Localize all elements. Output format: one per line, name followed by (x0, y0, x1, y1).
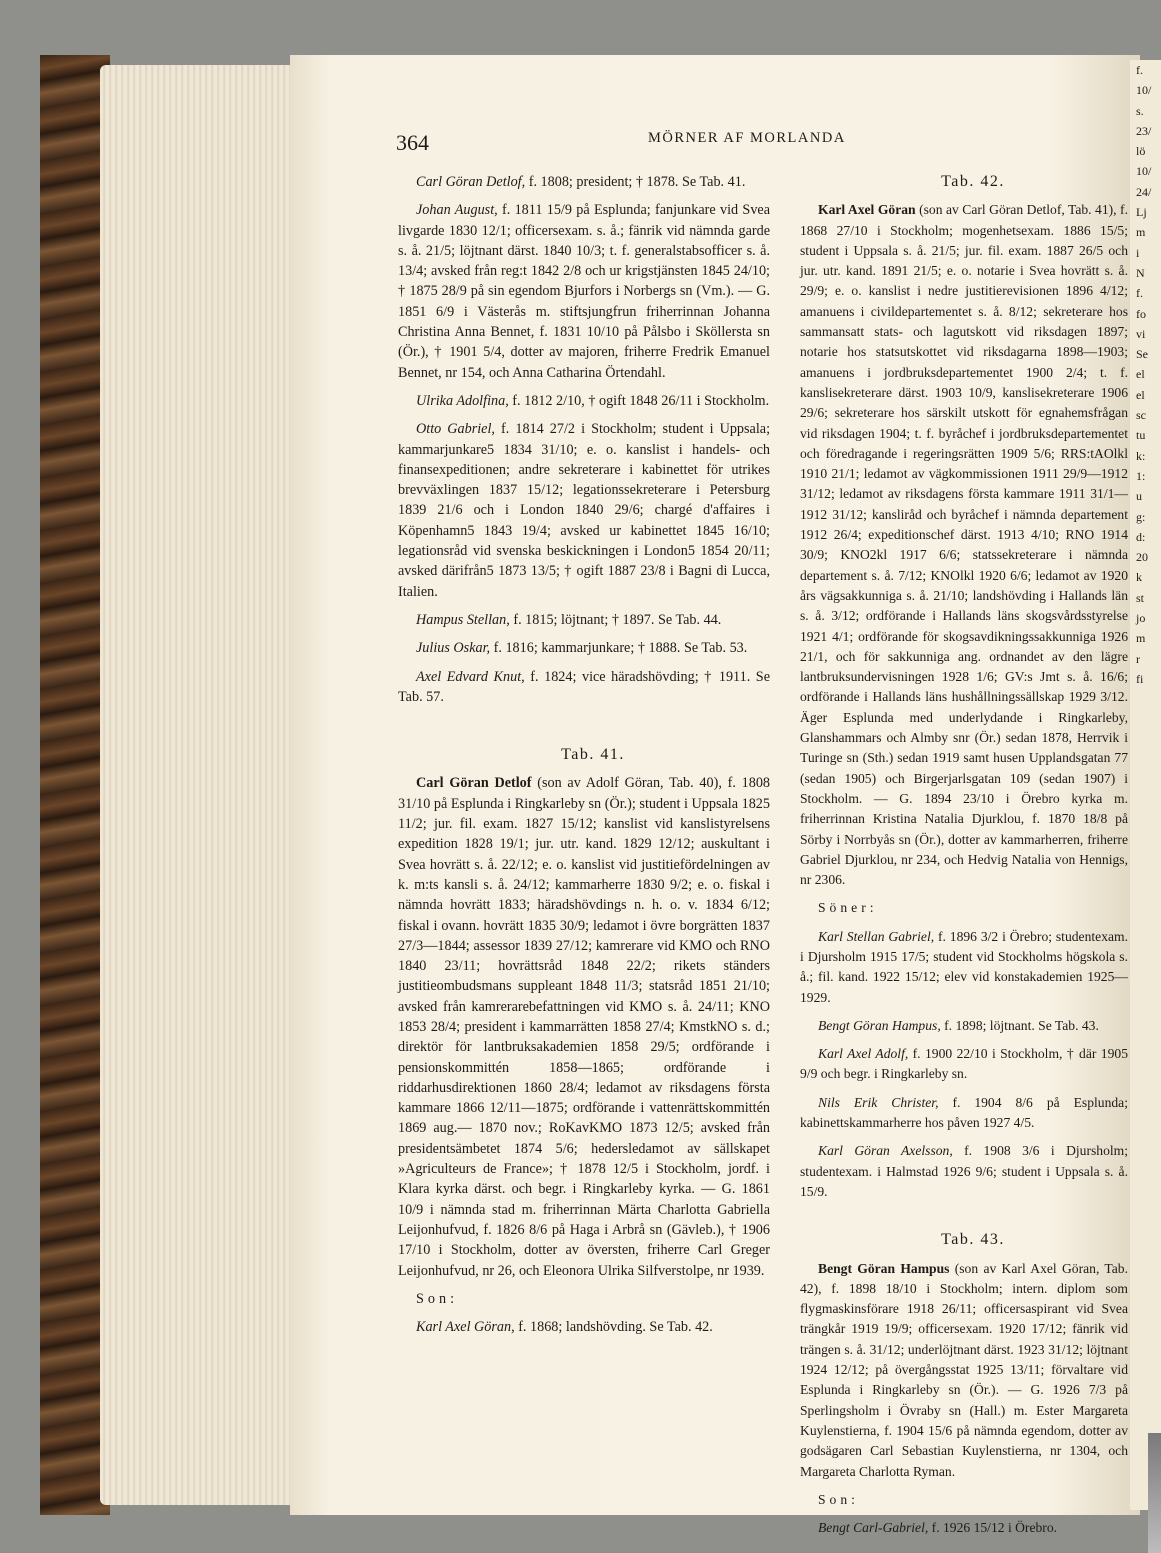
tab-41-name: Carl Göran Detlof (416, 775, 532, 792)
son-text: f. 1904 8/6 på Esplunda; kabinettskammarherre hos påven 1927 4/5. (800, 1094, 1128, 1131)
sibling-entry (398, 667, 770, 708)
sibling-entry (398, 610, 770, 630)
sibling-text: f. 1814 27/2 i Stockholm; student i Uppsala; kammarjunkare5 1834 31/10; e. o. kanslist i handels- och finansexpeditionen; andre sekreterare i kabinettet för utrikes brevväxlingen 1837 15/12; legationssekreterare i Petersburg 1839 21/6 och i London 1840 29/6; chargé d'affaires i Köpenhamn5 1843 19/4; avsked ur kabinettet 1845 16/10; legationsråd vid svenska beskickningen i London5 1854 20/11; avsked därifrån5 1873 13/5; † ogift 1887 23/8 i Bagni di Lucca, Italien. (398, 421, 771, 600)
next-page-line: 10/ (1136, 164, 1152, 179)
sibling-name: Ulrika Adolfina, (416, 392, 509, 409)
next-page-line: k (1136, 570, 1142, 585)
tab-41-text: (son av Adolf Göran, Tab. 40), f. 1808 31/10 på Esplunda i Ringkarleby sn (Ör.); student i Uppsala 1825 11/2; jur. fil. exam. 1827 15/12; kanslist vid kanslistyrelsens expedition 1828 19/1; jur. utr. kand. 1829 12/12; auskultant i Svea hovrätt s. å. 22/12; e. o. kanslist vid justitiefördelningen av k. m:ts kansli s. å. 24/12; kammarherre 1830 9/2; e. o. fiskal i nämnda hovrätt 1833; häradshövdings n. h. o. v. 1834 6/12; fiskal i ovann. hovrätt 1835 30/9; ledamot i övre borgrätten 1837 27/3—1844; assessor 1839 27/12; kamrerare vid KMO och RNO 1840 23/11; hovrättsråd 1848 22/2; rikets ständers justitieombudsmans suppleant 1848 11/3; statsråd 1851 21/10; avsked från kamrerarebefattningen vid KMO s. å. 24/11; KNO 1853 28/4; president i kammarrätten 1858 27/4; KmstkNO s. d.; direktör för lantbruksakademien 1858 29/5; ordförande i pensionskommittén 1858—1865; ordförande i riddarhusdirektionen 1860 28/4; ledamot av riksdagens första kammare 1866 12/11—1875; ordförande i vattenrättskommittén 1869 aug.— 1870 nov.; RoKavKMO 1873 12/5; avsked från presidentsämbetet 1874 5/6; hedersledamot av sällskapet »Agriculteurs de France»; † 1878 12/5 i Stockholm, jordf. i Klara kyrka därst. och begr. i Ringkarleby kyrka. — G. 1861 10/9 i nämnda stad m. friherrinnan Märta Charlotta Gabriella Leijonhufvud, f. 1826 8/6 på Haga i Arbrå sn (Gävleb.), † 1906 17/10 i Stockholm, dotter av översten, friherre Carl Greger Leijonhufvud, nr 26, och Eleonora Ulrika Silfverstolpe, nr 1939. (398, 775, 771, 1279)
next-page-line: fi (1136, 671, 1144, 686)
page-number: 364 (396, 130, 429, 155)
next-page-line: tu (1136, 428, 1146, 443)
next-page-line: 23/ (1136, 123, 1152, 138)
next-page-line: Lj (1136, 205, 1147, 220)
page-header (396, 130, 1126, 160)
next-page-line: Se (1136, 347, 1148, 362)
sibling-entry (398, 391, 770, 411)
next-page-line: s. (1136, 103, 1144, 118)
son-text: f. 1896 3/2 i Örebro; studentexam. i Djursholm 1915 17/5; student vid Stockholms högskola s. å.; fil. kand. 1922 15/12; elev vid konstakademien 1925—1929. (800, 928, 1128, 1005)
tab-43-name: Bengt Göran Hampus (818, 1260, 950, 1276)
running-head: MÖRNER AF MORLANDA (648, 130, 846, 146)
tab-43-entry (800, 1259, 1128, 1482)
sibling-name: Hampus Stellan, (416, 611, 510, 628)
sibling-entry (398, 172, 770, 192)
sibling-entry (398, 419, 770, 602)
next-page-line: sc (1136, 408, 1146, 423)
sibling-text: f. 1808; president; † 1878. Se Tab. 41. (528, 174, 746, 190)
tab-42-name: Karl Axel Göran (818, 202, 916, 218)
tab-43-son-name: Bengt Carl-Gabriel, (818, 1520, 929, 1536)
sibling-text: f. 1811 15/9 på Esplunda; fanjunkare vid Svea livgarde 1830 12/1; officersexam. s. å.; fänrik vid nämnda garde s. å. 21/5; löjtnant därst. 1840 10/3; t. f. generalstabsofficer s. å. 13/4; avsked från reg:t 1842 2/8 och ur krigstjänsten 1845 24/10; † 1875 28/9 på sin egendom Bjurfors i Norbergs sn (Vm.). — G. 1851 6/9 i Västerås m. stiftsjungfrun friherrinnan Johanna Christina Anna Bennet, f. 1831 10/10 på Pålsbo i Sköllersta sn (Ör.), † 1901 5/4, dotter av majoren, friherre Fredrik Emanuel Bennet, nr 154, och Anna Catharina Örtendahl. (398, 202, 771, 381)
son-text: f. 1900 22/10 i Stockholm, † där 1905 9/9 och begr. i Ringkarleby sn. (800, 1046, 1128, 1082)
tab-43-son-entry (800, 1518, 1128, 1538)
scan-calibration-strip (1148, 1433, 1161, 1553)
son-entry (800, 1044, 1128, 1085)
son-text: f. 1898; löjtnant. Se Tab. 43. (944, 1017, 1099, 1033)
son-text: f. 1868; landshövding. Se Tab. 42. (518, 1319, 713, 1336)
next-page-line: el (1136, 367, 1145, 382)
son-text: f. 1908 3/6 i Djursholm; studentexam. i Halmstad 1926 9/6; student i Uppsala s. å. 15/9. (800, 1143, 1128, 1199)
sibling-name: Julius Oskar, (416, 640, 491, 657)
next-page-fragment (1130, 60, 1161, 1510)
next-page-line: f. (1136, 286, 1143, 301)
next-page-line: lö (1136, 144, 1146, 159)
tab-43-heading: Tab. 43. (941, 1231, 1005, 1249)
son-name: Karl Axel Adolf, (818, 1046, 909, 1062)
son-name: Karl Axel Göran, (416, 1319, 515, 1336)
next-page-line: u (1136, 489, 1142, 504)
next-page-line: 24/ (1136, 184, 1152, 199)
sibling-text: f. 1816; kammarjunkare; † 1888. Se Tab. 53. (493, 640, 748, 657)
sibling-name: Carl Göran Detlof, (416, 174, 526, 190)
tab-41-entry (398, 773, 770, 1280)
sibling-text: f. 1824; vice häradshövding; † 1911. Se Tab. 57. (398, 668, 770, 705)
son-name: Karl Göran Axelsson, (818, 1143, 953, 1159)
son-entry (800, 1141, 1128, 1202)
next-page-line: fo (1136, 306, 1146, 321)
sibling-name: Otto Gabriel, (416, 421, 495, 438)
next-page-line: jo (1136, 611, 1146, 626)
next-page-line: el (1136, 387, 1145, 402)
sibling-entry (398, 200, 770, 383)
next-page-line: g: (1136, 509, 1146, 524)
page-edges (100, 65, 300, 1505)
next-page-line: d: (1136, 529, 1146, 544)
sons-label: Söner: (818, 900, 878, 916)
sons-list (800, 927, 1128, 1203)
sibling-text: f. 1812 2/10, † ogift 1848 26/11 i Stockholm. (512, 392, 770, 409)
son-name: Karl Stellan Gabriel, (818, 928, 935, 944)
son-name: Nils Erik Christer, (818, 1094, 939, 1110)
son-entry (800, 1016, 1128, 1036)
next-page-line: 1: (1136, 468, 1146, 483)
son-entry (398, 1317, 770, 1337)
sibling-entries (398, 172, 770, 707)
sibling-name: Axel Edvard Knut, (416, 668, 525, 685)
tab-43-text: (son av Karl Axel Göran, Tab. 42), f. 1898 18/10 i Stockholm; intern. diplom som flygmaskinsförare 1918 26/11; officersaspirant vid Svea trängkår 1919 19/9; officersexam. 1920 17/12; fänrik vid trängen s. å. 31/12; underlöjtnant därst. 1923 31/12; löjtnant 1924 12/12; på övergångsstat 1925 13/11; förvaltare vid Esplunda i Ringkarleby sn (Ör.). — G. 1926 7/3 på Sperlingsholm i Övraby sn (Hall.) m. Ester Margareta Kuylenstierna, f. 1904 15/6 på nämnda egendom, dotter av godsägaren Carl Sebastian Kuylenstierna, nr 1304, och Margareta Charlotta Ryman. (800, 1260, 1128, 1479)
next-page-line: m (1136, 225, 1146, 240)
tab-41-heading: Tab. 41. (561, 746, 625, 764)
tab-42-heading: Tab. 42. (941, 173, 1005, 190)
tab-42-entry (800, 200, 1128, 890)
next-page-line: r (1136, 651, 1140, 666)
son-name: Bengt Göran Hampus, (818, 1017, 941, 1033)
tab-43-son-text: f. 1926 15/12 i Örebro. (931, 1520, 1058, 1536)
son-entry (800, 1093, 1128, 1134)
next-page-line: k: (1136, 448, 1146, 463)
next-page-line: m (1136, 631, 1146, 646)
next-page-line: 20 (1136, 550, 1148, 565)
next-page-line: st (1136, 590, 1145, 605)
sibling-entry (398, 638, 770, 658)
next-page-line: i (1136, 245, 1140, 260)
sibling-text: f. 1815; löjtnant; † 1897. Se Tab. 44. (513, 611, 722, 628)
sibling-name: Johan August, (416, 202, 498, 219)
next-page-line: f. (1136, 63, 1143, 77)
son-entry (800, 927, 1128, 1008)
next-page-line: vi (1136, 326, 1146, 341)
next-page-line: N (1136, 265, 1145, 280)
son-label: Son: (416, 1290, 459, 1307)
left-column (398, 172, 770, 1345)
tab-42-text: (son av Carl Göran Detlof, Tab. 41), f. 1868 27/10 i Stockholm; mogenhetsexam. 1886 15/5; student i Uppsala s. å. 21/5; jur. fil. exam. 1887 26/5 och jur. utr. kand. 1891 21/5; e. o. notarie i Svea hovrätt s. å. 29/9; e. o. kanslist i nedre justitierevisionen 1896 4/12; amanuens i civildepartementet s. å. 8/12; sekreterare hos sammansatt stats- och lagutskott vid riksdagen 1897; notarie hos statsutskottet vid riksdagarna 1898—1903; amanuens i jordbruksdepartementet 1900 2/4; t. f. kanslisekreterare därst. 1903 10/9, kanslisekreterare 1906 29/6; sekreterare hos särskilt utskott för egnahemsfrågan vid riksdagen 1904; t. f. byråchef i jordbruksdepartementet och föredragande i regeringsrätten 1909 5/6; RRS:tAOlkl 1910 21/1; ledamot av vägkommissionen 1911 29/9—1912 31/12; ledamot av riksdagens första kammare 1911 31/1—1912 31/12; kansliråd och byråchef i nämnda departement 1912 26/4; expeditionschef därst. 1913 4/10; RNO 1914 30/9; KNO2kl 1917 6/6; statssekreterare i nämnda departement s. å. 7/12; KNOlkl 1920 6/6; ledamot av 1920 års vägsakkunniga s. å. 21/10; landshövding i Hallands län s. å. 3/12; ordförande i Hallands läns skogsvårdsstyrelse 1921 4/1; ordförande för skogsavdikningssakkunniga 1926 21/1, och för sakkunniga ang. ordnandet av den lägre lantbruksundervisningen 1928 1/6; GV:s Jmt s. å. 16/6; ordförande i Hallands läns hushållningssällskap 1929 3/12. Äger Esplunda med underlydande i Ringkarleby, Glanshammars och Almby snr (Ör.) sedan 1878, Herrvik i Turinge sn (Sth.) sedan 1919 samt husen Upplandsgatan 77 (sedan 1905) och Birgerjarlsgatan 109 (sedan 1907) i Stockholm. — G. 1894 23/10 i Örebro kyrka m. friherrinnan Kristina Natalia Djurklou, f. 1870 18/8 på Sörby i Norrbyås sn (Ör.), dotter av kammarherren, friherre Gabriel Djurklou, nr 234, och Hedvig Natalia von Hennigs, nr 2306. (800, 202, 1128, 888)
right-column (800, 172, 1128, 1546)
next-page-line: 10/ (1136, 83, 1152, 98)
tab-43-son-label: Son: (818, 1491, 859, 1507)
